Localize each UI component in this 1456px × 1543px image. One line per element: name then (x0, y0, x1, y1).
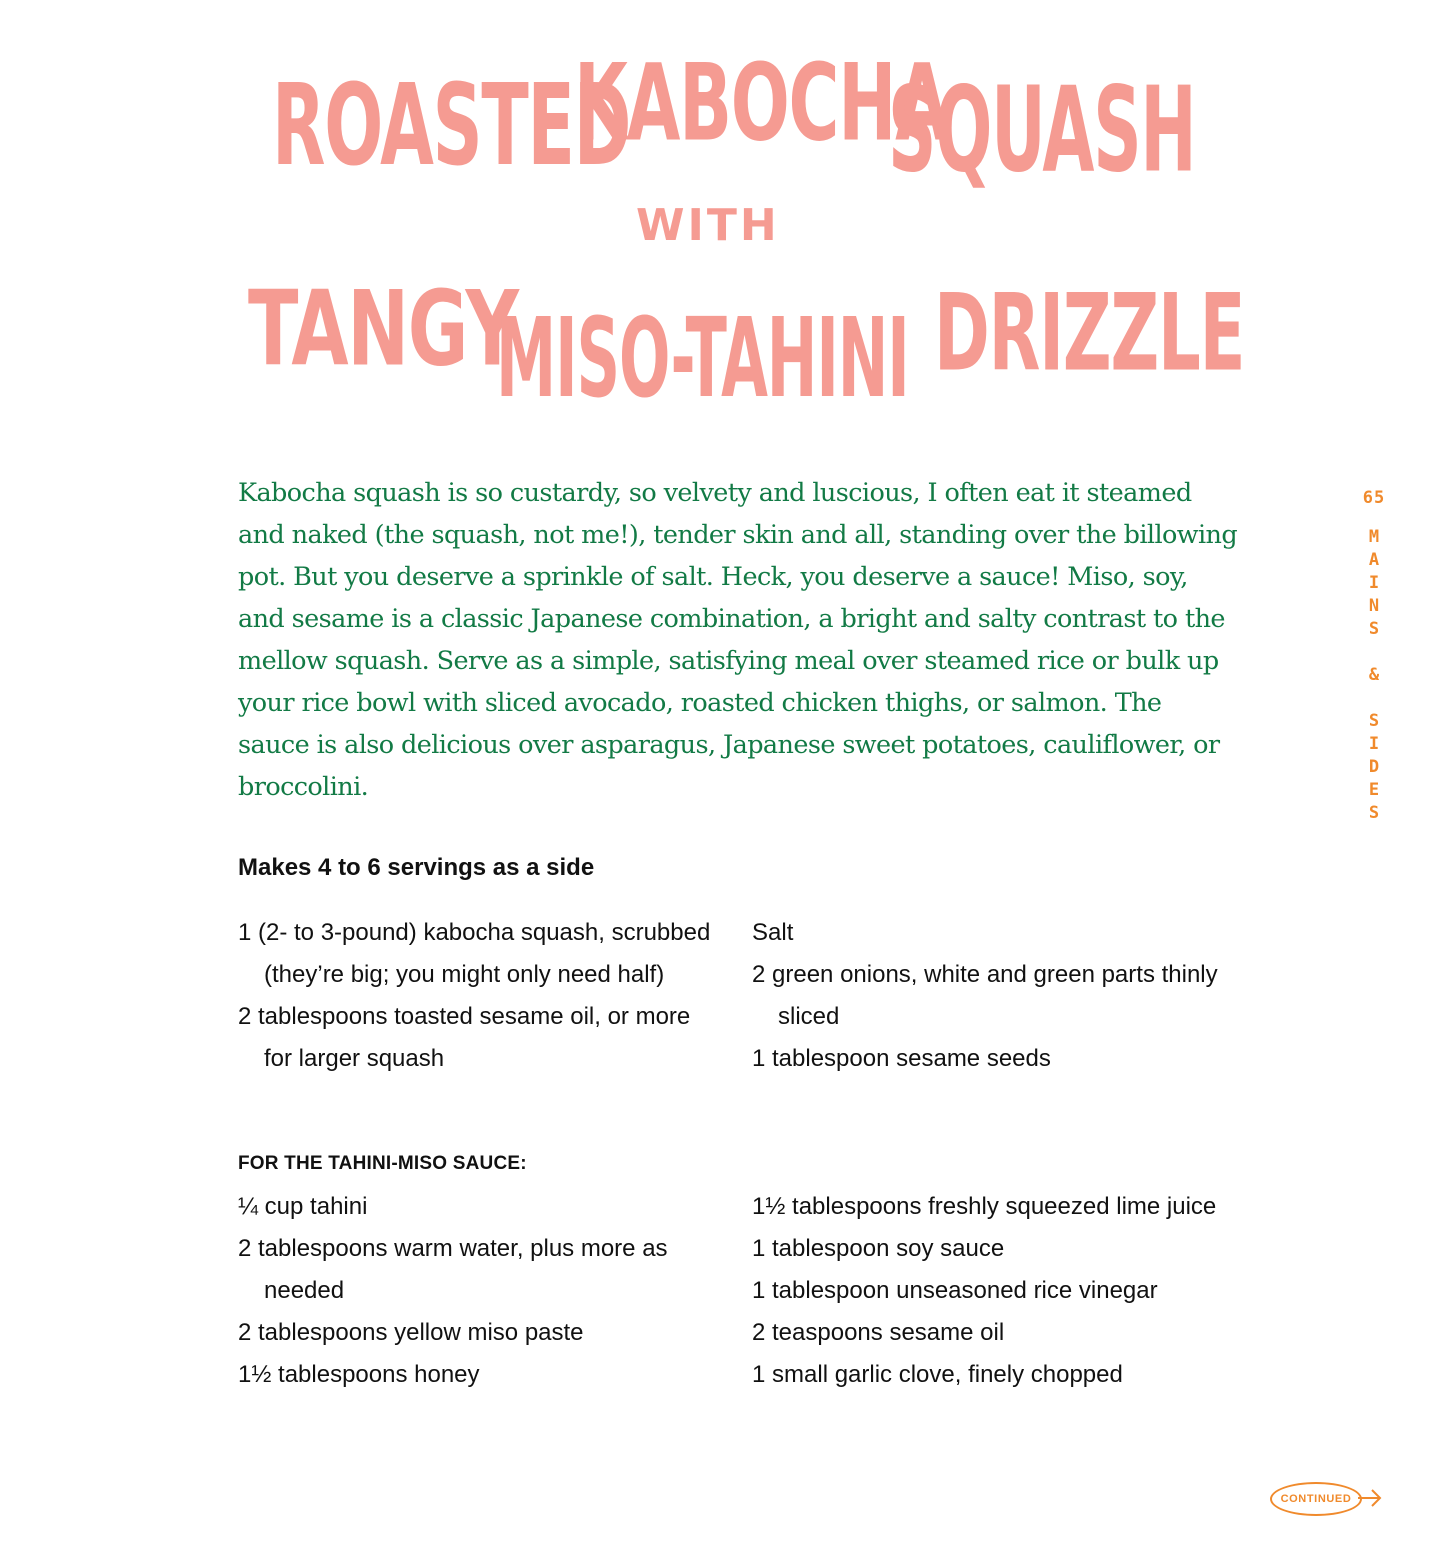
ingredient-item: 1½ tablespoons honey (238, 1361, 480, 1388)
title-word-tangy: TANGY (248, 269, 518, 390)
ingredient-item: 2 teaspoons sesame oil (752, 1319, 1005, 1346)
ingredient-item: 1 small garlic clove, finely chopped (752, 1361, 1123, 1388)
title-connector-with: WITH (636, 200, 780, 251)
ingredients-sauce-left (238, 1186, 718, 1396)
continued-label: CONTINUED (1270, 1482, 1362, 1516)
ingredient-item: 1 tablespoon unseasoned rice vinegar (752, 1277, 1158, 1304)
ingredient-item: Salt (752, 919, 794, 946)
title-word-miso-tahini: MISO-TAHINI (496, 295, 909, 423)
continued-indicator[interactable] (1270, 1482, 1390, 1516)
ingredient-item: 1 tablespoon sesame seeds (752, 1045, 1051, 1072)
ingredients-main-left (238, 912, 718, 1080)
ingredients-sauce-right (752, 1186, 1232, 1396)
ingredients-main-right (752, 912, 1232, 1080)
sauce-heading: FOR THE TAHINI-MISO SAUCE: (238, 1153, 527, 1174)
ingredient-item: 2 tablespoons toasted sesame oil, or more for larger squash (238, 1003, 691, 1072)
section-side-tab (1350, 488, 1398, 825)
title-word-squash: SQUASH (888, 62, 1196, 200)
page-number: 65 (1362, 488, 1386, 508)
ingredient-item: 1½ tablespoons freshly squeezed lime juice (752, 1193, 1217, 1220)
ingredient-item: ¼ cup tahini (238, 1193, 368, 1220)
arrow-right-icon (1358, 1486, 1384, 1510)
ingredient-item: 1 tablespoon soy sauce (752, 1235, 1005, 1262)
title-word-drizzle: DRIZZLE (934, 271, 1245, 395)
section-label: M A I N S & S I D E S (1368, 527, 1380, 823)
ingredient-item: 2 tablespoons warm water, plus more as needed (238, 1235, 668, 1304)
ingredient-item: 2 green onions, white and green parts thinly sliced (752, 961, 1218, 1030)
title-word-roasted: ROASTED (272, 61, 631, 191)
recipe-intro: Kabocha squash is so custardy, so velvety and luscious, I often eat it steamed and naked (the squash, not me!), tender skin and all, standing over the billowing pot. But you deserve a sprinkle of salt. Heck, you deserve a sauce! Miso, soy, and sesame is a classic Japanese combination, a bright and salty contrast to the mellow squash. Serve as a simple, satisfying meal over steamed rice or bulk up your rice bowl with sliced avocado, roasted chicken thighs, or salmon. The sauce is also delicious over asparagus, Japanese sweet potatoes, cauliflower, or broccolini. (238, 478, 1238, 802)
ingredient-item: 2 tablespoons yellow miso paste (238, 1319, 584, 1346)
title-word-kabocha: KABOCHA (574, 41, 948, 165)
servings-yield: Makes 4 to 6 servings as a side (238, 854, 595, 881)
ingredient-item: 1 (2- to 3-pound) kabocha squash, scrubbed (they’re big; you might only need half) (238, 919, 711, 988)
